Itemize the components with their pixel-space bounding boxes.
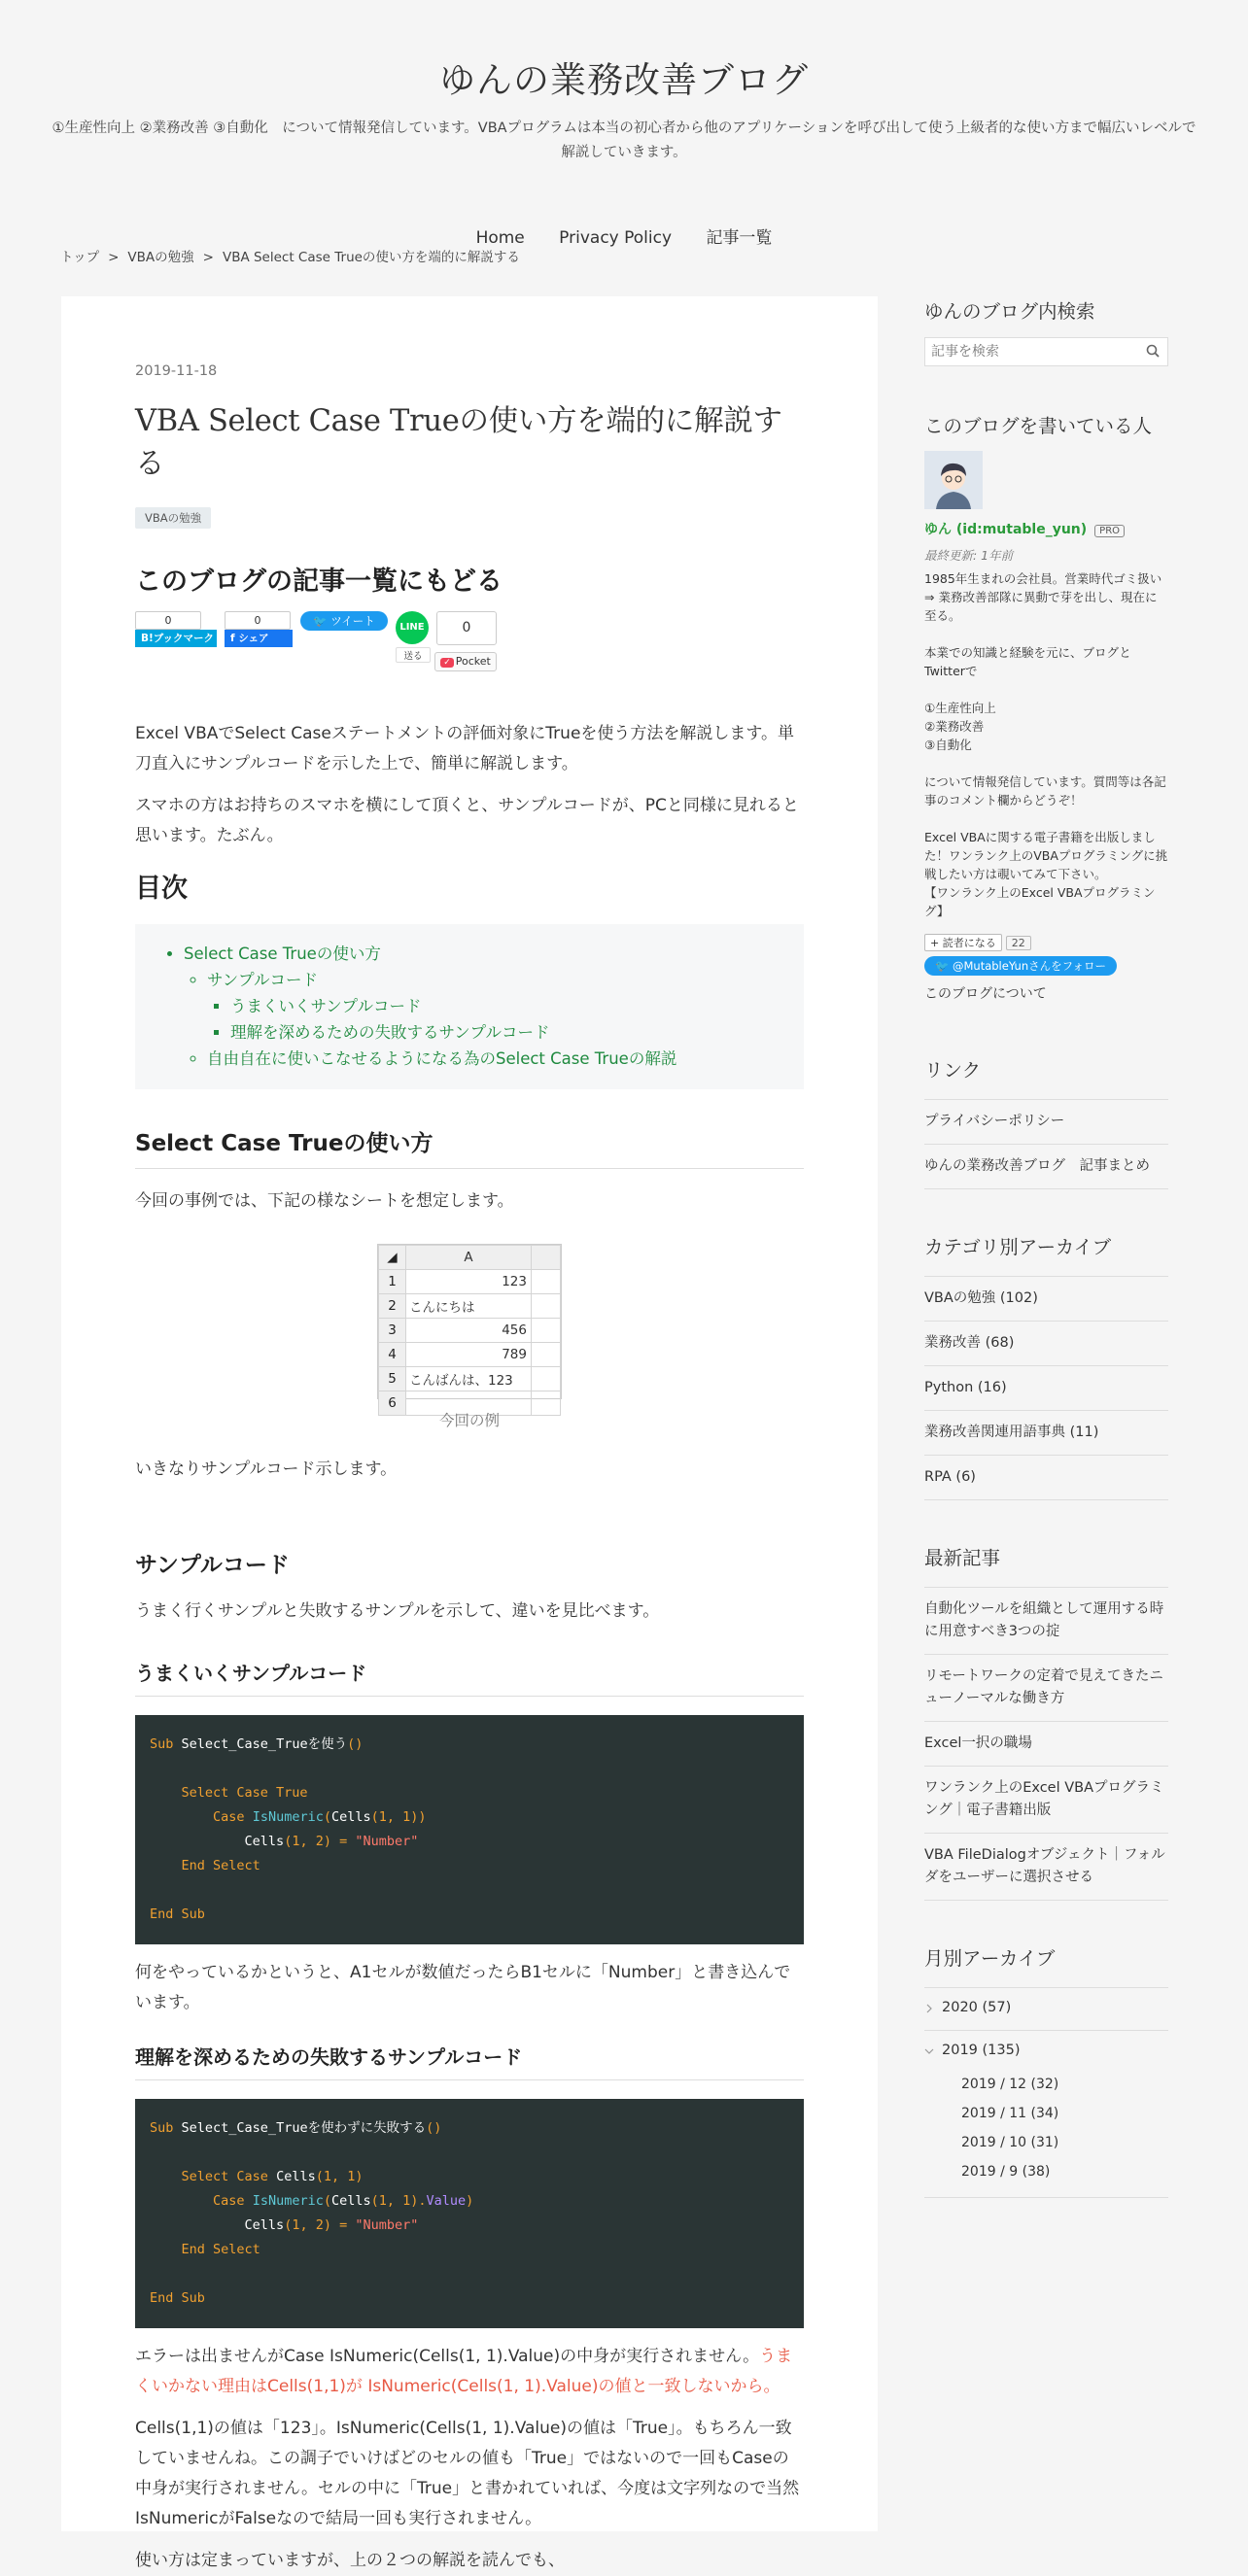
pocket-label: Pocket <box>455 655 491 668</box>
sidebar <box>924 296 1168 2198</box>
search-module <box>924 296 1168 366</box>
profile-module <box>924 411 1168 1003</box>
sheet-cell: 789 <box>406 1343 532 1367</box>
sheet-row-number: 1 <box>379 1270 406 1294</box>
category-link[interactable]: 業務改善関連用語事典 (11) <box>924 1410 1168 1455</box>
sheet-column-header: A <box>406 1246 532 1270</box>
sheet-cell: 123 <box>406 1270 532 1294</box>
archive-month-link[interactable]: 2019 / 12 (32) <box>961 2077 1059 2092</box>
links-module <box>924 1055 1168 1189</box>
archive-month-link[interactable]: 2019 / 9 (38) <box>961 2164 1051 2180</box>
intro-paragraph-mobile: スマホの方はお持ちのスマホを横にして頂くと、サンプルコードが、PCと同様に見れると思います。たぶん。 <box>135 796 799 845</box>
tweet-button[interactable] <box>300 611 388 631</box>
line-share[interactable] <box>396 611 431 663</box>
profile-text: について情報発信しています。質問等は各記事のコメント欄からどうぞ！ <box>924 774 1166 807</box>
recent-article-link[interactable]: Excel一択の職場 <box>924 1721 1168 1766</box>
facebook-share-label: シェア <box>238 633 269 644</box>
recent-article-link[interactable]: VBA FileDialogオブジェクト｜フォルダをユーザーに選択させる <box>924 1833 1168 1901</box>
blog-title[interactable]: ゆんの業務改善ブログ <box>439 59 809 101</box>
breadcrumb-current: VBA Select Case Trueの使い方を端的に解説する <box>222 250 520 265</box>
highlight-text: うまくいかない理由はCells(1,1)が IsNumeric(Cells(1, 1).Value)の値と一致しないから。 <box>135 2347 793 2396</box>
category-module <box>924 1232 1168 1500</box>
spreadsheet-image <box>377 1244 562 1411</box>
sidebar-link[interactable]: ゆんの業務改善ブログ 記事まとめ <box>924 1144 1168 1189</box>
recent-article-link[interactable]: ワンランク上のExcel VBAプログラミング｜電子書籍出版 <box>924 1766 1168 1833</box>
breadcrumb-separator: > <box>202 250 214 265</box>
section-text: 今回の事例では、下記の様なシートを想定します。 <box>135 1191 514 1211</box>
archive-heading: 月別アーカイブ <box>924 1947 1056 1970</box>
archive-month-link[interactable]: 2019 / 10 (31) <box>961 2135 1059 2150</box>
sheet-cell <box>532 1319 561 1343</box>
line-send-label[interactable]: 送る <box>396 647 431 663</box>
chevron-right-icon[interactable] <box>924 2004 934 2013</box>
archive-year-2019[interactable]: 2019 (135) 2019 / 12 (32) 2019 / 11 (34) 2019 / 10 (31) 2019 / 9 (38) <box>924 2030 1168 2198</box>
code-explanation: 何をやっているかというと、A1セルが数値だったらB1セルに「Number」と書き込んでいます。 <box>135 1963 791 2012</box>
profile-heading: このブログを書いている人 <box>924 415 1153 437</box>
sheet-cell <box>532 1270 561 1294</box>
twitter-follow-button[interactable]: 🐦 @MutableYunさんをフォロー <box>924 956 1117 976</box>
sheet-cell: 456 <box>406 1319 532 1343</box>
twitter-bird-icon: 🐦 <box>313 614 331 628</box>
sheet-cell <box>532 1367 561 1391</box>
toc-item[interactable]: うまくいくサンプルコード <box>230 997 422 1015</box>
sidebar-link[interactable]: プライバシーポリシー <box>924 1099 1168 1144</box>
pocket-icon: ✓ <box>440 658 454 668</box>
cut-off-paragraph: 使い方は定まっていますが、上の２つの解説を読んでも、 <box>135 2551 565 2570</box>
archive-module <box>924 1943 1168 2198</box>
nav-home[interactable]: Home <box>475 228 525 248</box>
profile-text: ①生産性向上 <box>924 701 996 715</box>
site-header <box>0 0 1248 248</box>
archive-month-link[interactable]: 2019 / 11 (34) <box>961 2106 1059 2121</box>
recent-article-link[interactable]: リモートワークの定着で見えてきたニューノーマルな働き方 <box>924 1654 1168 1721</box>
category-link[interactable]: 業務改善 (68) <box>924 1321 1168 1365</box>
lead-text: いきなりサンプルコード示します。 <box>135 1460 398 1479</box>
pocket-button[interactable] <box>434 652 497 671</box>
category-link[interactable]: VBAの勉強 (102) <box>924 1276 1168 1321</box>
tweet-label: ツイート <box>330 614 375 628</box>
sheet-row-number: 4 <box>379 1343 406 1367</box>
code-explanation: Cells(1,1)の値は「123」。IsNumeric(Cells(1, 1).Value)の値は「True」。もちろん一致していませんね。この調子でいけばどのセルの値も「True」ではないので一回もCaseの中身が実行されません。セルの中に「True」と書かれていれば、今度は文字列なので当然IsNumericがFalseなので結局一回も実行されません。 <box>135 2419 800 2528</box>
search-icon[interactable] <box>1146 344 1160 358</box>
profile-text: ②業務改善 <box>924 719 985 734</box>
subsection-heading: うまくいくサンプルコード <box>135 1658 804 1697</box>
entry-date[interactable]: 2019-11-18 <box>135 363 218 379</box>
share-buttons <box>135 611 804 679</box>
section-heading: Select Case Trueの使い方 <box>135 1125 804 1169</box>
global-nav <box>0 223 1248 248</box>
nav-article-list[interactable]: 記事一覧 <box>706 228 773 248</box>
recent-article-link[interactable]: 自動化ツールを組織として運用する時に用意すべき3つの掟 <box>924 1587 1168 1654</box>
toc-heading: 目次 <box>135 874 188 904</box>
recent-module <box>924 1543 1168 1901</box>
profile-text: Excel VBAに関する電子書籍を出版しました！ワンランク上のVBAプログラミングに挑戦したい方は覗いてみて下さい。 <box>924 830 1168 881</box>
nav-privacy-policy[interactable]: Privacy Policy <box>559 228 673 248</box>
facebook-share-button[interactable] <box>225 630 293 647</box>
subsection-heading: 理解を深めるための失敗するサンプルコード <box>135 2042 804 2080</box>
chevron-down-icon[interactable] <box>924 2046 934 2056</box>
blog-description: ①生産性向上 ②業務改善 ③自動化 について情報発信しています。VBAプログラムは本当の初心者から他のアプリケーションを呼び出して使う上級者的な使い方まで幅広いレベルで解説していきます。 <box>52 120 1196 160</box>
sheet-cell <box>532 1294 561 1319</box>
links-heading: リンク <box>924 1059 982 1082</box>
category-heading: カテゴリ別アーカイブ <box>924 1236 1112 1258</box>
code-block[interactable]: Sub Select_Case_Trueを使わずに失敗する() Select Case Cells(1, 1) Case IsNumeric(Cells(1, 1).Value) Cells(1, 2) = "Number" End Select End Sub <box>135 2099 804 2328</box>
toc-item[interactable]: 理解を深めるための失敗するサンプルコード <box>230 1023 550 1042</box>
avatar-illustration <box>924 451 983 509</box>
table-of-contents <box>135 924 804 1089</box>
breadcrumb-category[interactable]: VBAの勉強 <box>127 250 194 265</box>
intro-paragraph: Excel VBAでSelect Caseステートメントの評価対象にTrueを使う方法を解説します。単刀直入にサンプルコードを示した上で、簡単に解説します。 <box>135 724 795 773</box>
reader-count: 22 <box>1006 936 1031 950</box>
section-text: うまく行くサンプルと失敗するサンプルを示して、違いを見比べます。 <box>135 1601 660 1621</box>
category-badge[interactable]: VBAの勉強 <box>135 507 211 529</box>
twitter-bird-icon: 🐦 <box>935 959 953 973</box>
sheet-corner: ◢ <box>379 1246 406 1270</box>
breadcrumb-separator: > <box>108 250 120 265</box>
sheet-row-number: 2 <box>379 1294 406 1319</box>
breadcrumb <box>60 246 520 265</box>
toc-item[interactable]: Select Case Trueの使い方 <box>184 945 381 963</box>
sheet-row-number: 6 <box>379 1391 406 1416</box>
sheet-row-number: 5 <box>379 1367 406 1391</box>
hatena-count: 0 <box>135 611 201 630</box>
sheet-column-header <box>532 1246 561 1270</box>
facebook-count: 0 <box>225 611 291 630</box>
toc-item[interactable]: サンプルコード <box>207 971 319 989</box>
search-heading: ゆんのブログ内検索 <box>924 300 1095 323</box>
sheet-cell: こんにちは <box>406 1294 532 1319</box>
subscribe-button[interactable]: + 読者になる <box>924 934 1002 951</box>
about-blog-link[interactable]: このブログについて <box>924 986 1047 1002</box>
section-heading: サンプルコード <box>135 1553 290 1578</box>
archive-year-2020[interactable]: 2020 (57) <box>924 1987 1168 2030</box>
pro-badge: PRO <box>1094 525 1125 537</box>
search-input[interactable] <box>925 338 1129 365</box>
sheet-cell: こんばんは、123 <box>406 1367 532 1391</box>
avatar[interactable] <box>924 451 983 509</box>
back-to-list-link[interactable]: このブログの記事一覧にもどる <box>135 567 503 597</box>
profile-text: 本業での知識と経験を元に、ブログとTwitterで <box>924 645 1131 678</box>
code-block[interactable]: Sub Select_Case_Trueを使う() Select Case True Case IsNumeric(Cells(1, 1)) Cells(1, 2) = "Number" End Select End Sub <box>135 1715 804 1944</box>
image-caption: 今回の例 <box>438 1412 500 1429</box>
search-box <box>924 337 1168 366</box>
toc-item[interactable]: 自由自在に使いこなせるようになる為のSelect Case Trueの解説 <box>207 1049 677 1068</box>
category-link[interactable]: RPA (6) <box>924 1455 1168 1500</box>
code-explanation: エラーは出ませんがCase IsNumeric(Cells(1, 1).Value)の中身が実行されません。うまくいかない理由はCells(1,1)が IsNumeric(Cells(1, 1).Value)の値と一致しないから。 <box>135 2347 793 2396</box>
pocket-count: 0 <box>436 611 497 645</box>
profile-name[interactable]: ゆん (id:mutable_yun) PRO <box>924 519 1168 538</box>
ebook-link[interactable]: 【ワンランク上のExcel VBAプログラミング】 <box>924 885 1156 918</box>
category-link[interactable]: Python (16) <box>924 1365 1168 1410</box>
entry-title[interactable]: VBA Select Case Trueの使い方を端的に解説する <box>135 404 782 481</box>
hatena-bookmark-button[interactable]: B!ブックマーク <box>135 630 217 647</box>
sheet-cell <box>532 1343 561 1367</box>
breadcrumb-top[interactable]: トップ <box>60 250 100 265</box>
article-content <box>61 296 878 2570</box>
recent-heading: 最新記事 <box>924 1547 1001 1569</box>
profile-text: 1985年生まれの会社員。営業時代ゴミ扱い ⇒ 業務改善部隊に異動で芽を出し、現在に至る。 <box>924 571 1162 623</box>
reader-row <box>924 934 1168 951</box>
last-updated: 最終更新: 1年前 <box>924 548 1014 563</box>
profile-text: ③自動化 <box>924 738 972 752</box>
sheet-row-number: 3 <box>379 1319 406 1343</box>
line-icon[interactable]: LINE <box>396 611 429 644</box>
facebook-icon: f <box>230 633 239 644</box>
